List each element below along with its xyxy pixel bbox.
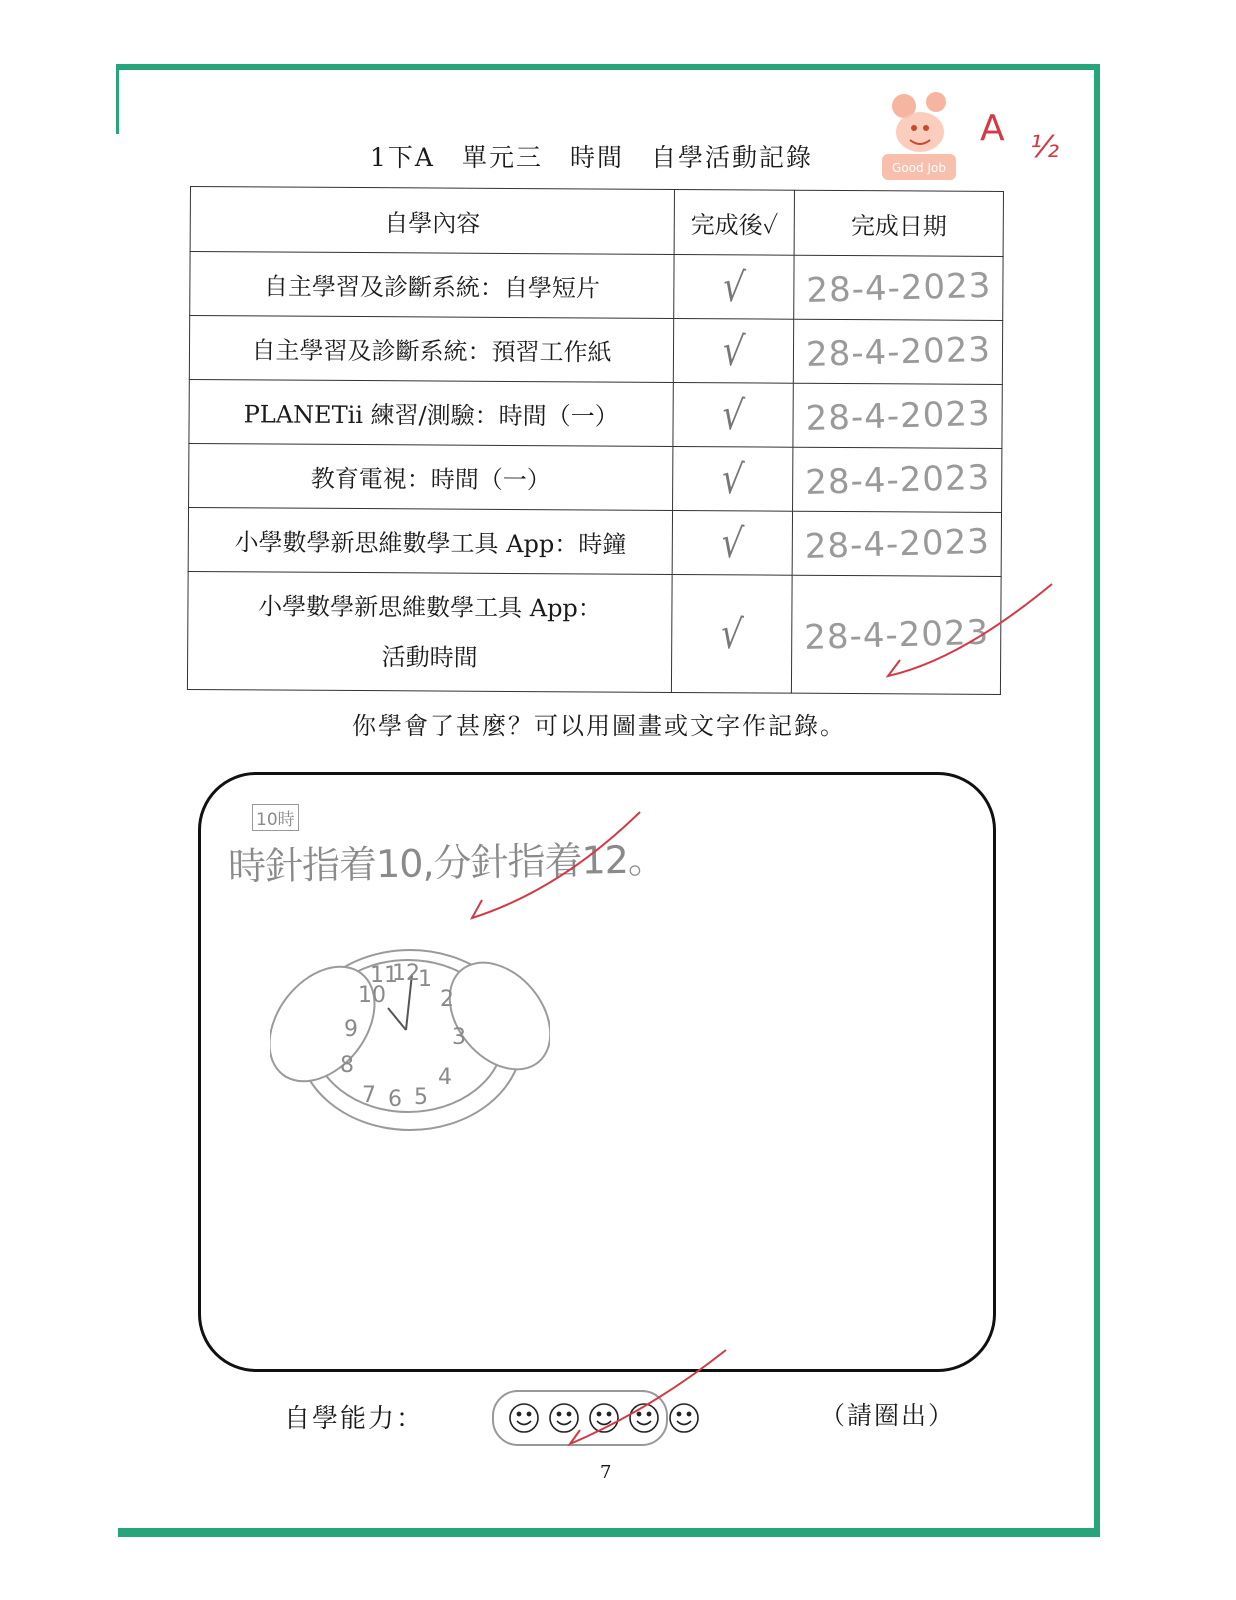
worksheet-title: 1下A 單元三 時間 自學活動記錄 bbox=[370, 143, 813, 172]
check-mark: √ bbox=[719, 608, 745, 660]
completion-date: 28-4-2023 bbox=[803, 612, 990, 658]
row-content-line: 小學數學新思維數學工具 App： bbox=[258, 591, 602, 623]
check-mark: √ bbox=[720, 453, 746, 505]
smiley-face-icon bbox=[670, 1404, 698, 1432]
page-edge bbox=[118, 1528, 1100, 1537]
row-content: PLANETii 練習/測驗：時間（一） bbox=[189, 379, 674, 446]
row-content: 教育電視：時間（一） bbox=[189, 443, 674, 510]
check-mark: √ bbox=[721, 261, 747, 313]
table-row bbox=[190, 252, 1003, 321]
table-row bbox=[189, 379, 1002, 448]
check-mark: √ bbox=[720, 389, 747, 441]
row-content bbox=[187, 571, 672, 692]
clock-numeral: 4 bbox=[438, 1065, 452, 1090]
clock-numeral: 6 bbox=[388, 1087, 402, 1112]
completion-date: 28-4-2023 bbox=[804, 393, 991, 439]
clock-numeral: 8 bbox=[340, 1053, 354, 1078]
clock-numeral: 10 bbox=[358, 983, 386, 1008]
clock-drawing bbox=[270, 936, 550, 1136]
clock-numeral: 2 bbox=[440, 987, 454, 1012]
handwritten-note: 時針指着10,分針指着12。 bbox=[227, 837, 666, 889]
smiley-face-icon bbox=[590, 1404, 618, 1432]
completion-date: 28-4-2023 bbox=[805, 329, 992, 375]
table-row bbox=[189, 443, 1002, 512]
completion-date: 28-4-2023 bbox=[805, 265, 992, 311]
record-prompt: 你學會了甚麼？可以用圖畫或文字作記錄。 bbox=[352, 712, 846, 740]
page-edge bbox=[1094, 64, 1100, 1534]
sticker-text: Good Job bbox=[892, 161, 946, 175]
clock-numeral: 5 bbox=[414, 1085, 428, 1110]
smiley-face-icon bbox=[550, 1404, 578, 1432]
smiley-rating bbox=[506, 1400, 706, 1436]
check-mark: √ bbox=[720, 325, 747, 377]
smiley-face-icon bbox=[630, 1404, 658, 1432]
clock-numeral: 12 bbox=[392, 961, 420, 986]
page-number: 7 bbox=[600, 1462, 612, 1483]
row-content: 自主學習及診斷系統：預習工作紙 bbox=[189, 316, 674, 383]
page-edge bbox=[118, 64, 1100, 70]
completion-date: 28-4-2023 bbox=[803, 521, 990, 567]
handwritten-tag: 10時 bbox=[252, 804, 299, 831]
clock-numeral: 11 bbox=[370, 963, 398, 988]
header-date: 完成日期 bbox=[794, 190, 1003, 256]
page-edge bbox=[116, 64, 119, 134]
completion-date: 28-4-2023 bbox=[804, 457, 991, 503]
activity-log-table bbox=[187, 186, 1004, 695]
row-content-line: 活動時間 bbox=[381, 642, 478, 672]
header-content: 自學內容 bbox=[190, 187, 675, 255]
clock-numeral: 7 bbox=[362, 1083, 376, 1108]
grade-mark: A bbox=[980, 108, 1005, 149]
row-content: 小學數學新思維數學工具 App：時鐘 bbox=[188, 507, 673, 574]
clock-numeral: 1 bbox=[418, 967, 432, 992]
clock-numeral: 3 bbox=[452, 1025, 466, 1050]
table-header-row bbox=[190, 187, 1003, 257]
smiley-face-icon bbox=[510, 1404, 538, 1432]
header-done: 完成後✓ bbox=[674, 189, 794, 255]
check-mark: √ bbox=[719, 517, 746, 569]
score-mark: ½ bbox=[1030, 130, 1060, 165]
clock-hour-hand bbox=[388, 1008, 406, 1030]
circle-instruction: （請圈出） bbox=[820, 1401, 956, 1430]
ability-label: 自學能力： bbox=[284, 1404, 425, 1434]
table-row bbox=[187, 571, 1001, 694]
row-content: 自主學習及診斷系統：自學短片 bbox=[190, 252, 675, 319]
table-row bbox=[189, 316, 1002, 385]
table-row bbox=[188, 507, 1001, 576]
clock-numeral: 9 bbox=[344, 1017, 358, 1042]
good-job-sticker bbox=[874, 88, 964, 188]
